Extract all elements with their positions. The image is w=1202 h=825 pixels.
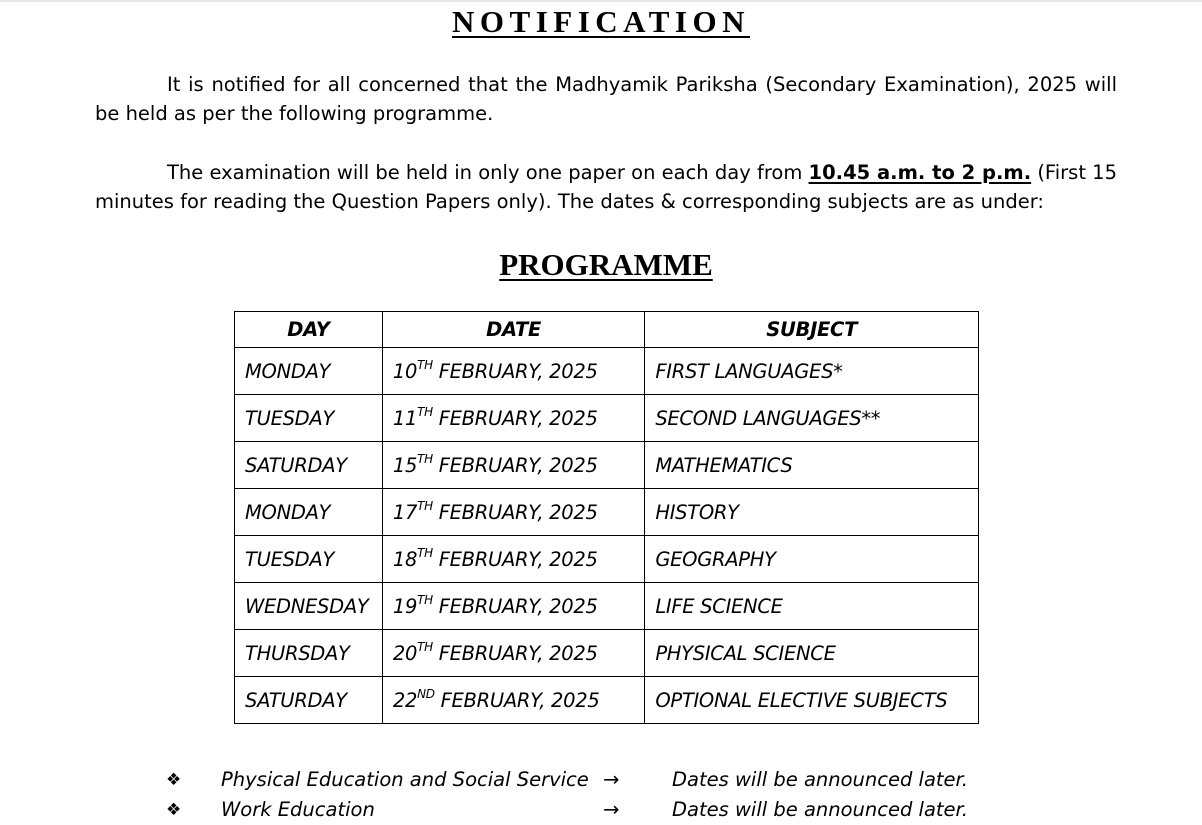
- date-month-year: FEBRUARY, 2025: [432, 453, 598, 477]
- date-number: 10: [392, 359, 418, 383]
- date-number: 22: [392, 688, 418, 712]
- right-arrow-icon: →: [603, 798, 620, 821]
- date-suffix: ND: [417, 686, 435, 701]
- date-number: 11: [392, 406, 418, 430]
- note-announcement: Dates will be announced later.: [672, 798, 968, 821]
- timing-text-before: The examination will be held in only one paper on each day from: [167, 161, 809, 184]
- notification-title-text: NOTIFICATION: [452, 4, 750, 39]
- date-month-year: FEBRUARY, 2025: [432, 500, 598, 524]
- table-row: [235, 677, 979, 724]
- date-suffix: TH: [417, 451, 433, 466]
- table-row: [235, 536, 979, 583]
- date-month-year: FEBRUARY, 2025: [432, 641, 598, 665]
- date-cell: [382, 536, 644, 583]
- intro-paragraph: It is notified for all concerned that the Madhyamik Pariksha (Secondary Examination), 2025 will be held as per the following programme.: [95, 73, 1117, 125]
- day-cell: TUESDAY: [235, 395, 383, 442]
- timing-text-after: (First 15 minutes for reading the Question Papers only). The dates & corresponding subjects are as under:: [95, 161, 1117, 213]
- programme-table: [234, 311, 979, 724]
- day-cell: THURSDAY: [235, 630, 383, 677]
- table-row: [235, 583, 979, 630]
- date-cell: [382, 630, 644, 677]
- exam-time: 10.45 a.m. to 2 p.m.: [808, 161, 1032, 184]
- table-row: [235, 348, 979, 395]
- date-month-year: FEBRUARY, 2025: [432, 547, 598, 571]
- date-number: 20: [392, 641, 418, 665]
- date-cell: [382, 489, 644, 536]
- table-row: [235, 395, 979, 442]
- subject-cell: MATHEMATICS: [645, 442, 979, 489]
- header-day: DAY: [235, 312, 383, 348]
- date-suffix: TH: [417, 404, 433, 419]
- date-month-year: FEBRUARY, 2025: [432, 406, 598, 430]
- subject-cell: LIFE SCIENCE: [645, 583, 979, 630]
- day-cell: SATURDAY: [235, 677, 383, 724]
- note-label: Work Education: [221, 798, 375, 821]
- subject-cell: FIRST LANGUAGES*: [645, 348, 979, 395]
- date-cell: [382, 677, 644, 724]
- subject-cell: SECOND LANGUAGES**: [645, 395, 979, 442]
- note-physical-education: [166, 765, 1066, 795]
- subject-cell: OPTIONAL ELECTIVE SUBJECTS: [645, 677, 979, 724]
- table-header-row: [235, 312, 979, 348]
- header-subject: SUBJECT: [645, 312, 979, 348]
- date-cell: [382, 395, 644, 442]
- diamond-bullet-icon: ❖: [166, 800, 182, 820]
- table-row: [235, 489, 979, 536]
- day-cell: WEDNESDAY: [235, 583, 383, 630]
- date-month-year: FEBRUARY, 2025: [432, 594, 598, 618]
- table-row: [235, 630, 979, 677]
- date-month-year: FEBRUARY, 2025: [432, 359, 598, 383]
- day-cell: MONDAY: [235, 348, 383, 395]
- header-date: DATE: [382, 312, 644, 348]
- subject-cell: PHYSICAL SCIENCE: [645, 630, 979, 677]
- date-month-year: FEBRUARY, 2025: [434, 688, 600, 712]
- day-cell: SATURDAY: [235, 442, 383, 489]
- programme-heading-text: PROGRAMME: [499, 247, 713, 282]
- note-label: Physical Education and Social Service: [221, 768, 589, 791]
- date-cell: [382, 348, 644, 395]
- date-suffix: TH: [417, 639, 433, 654]
- date-cell: [382, 442, 644, 489]
- day-cell: TUESDAY: [235, 536, 383, 583]
- date-number: 18: [392, 547, 418, 571]
- date-suffix: TH: [417, 545, 433, 560]
- note-announcement: Dates will be announced later.: [672, 768, 968, 791]
- date-suffix: TH: [417, 592, 433, 607]
- subject-cell: HISTORY: [645, 489, 979, 536]
- date-suffix: TH: [417, 498, 433, 513]
- note-work-education: [166, 795, 1066, 825]
- subject-cell: GEOGRAPHY: [645, 536, 979, 583]
- date-number: 17: [392, 500, 418, 524]
- day-cell: MONDAY: [235, 489, 383, 536]
- notification-title: [0, 2, 1202, 42]
- date-cell: [382, 583, 644, 630]
- date-number: 15: [392, 453, 418, 477]
- date-number: 19: [392, 594, 418, 618]
- diamond-bullet-icon: ❖: [166, 770, 182, 790]
- right-arrow-icon: →: [603, 768, 620, 791]
- programme-heading: [0, 245, 1202, 285]
- table-row: [235, 442, 979, 489]
- exam-timing-paragraph: [95, 158, 1117, 216]
- date-suffix: TH: [417, 357, 433, 372]
